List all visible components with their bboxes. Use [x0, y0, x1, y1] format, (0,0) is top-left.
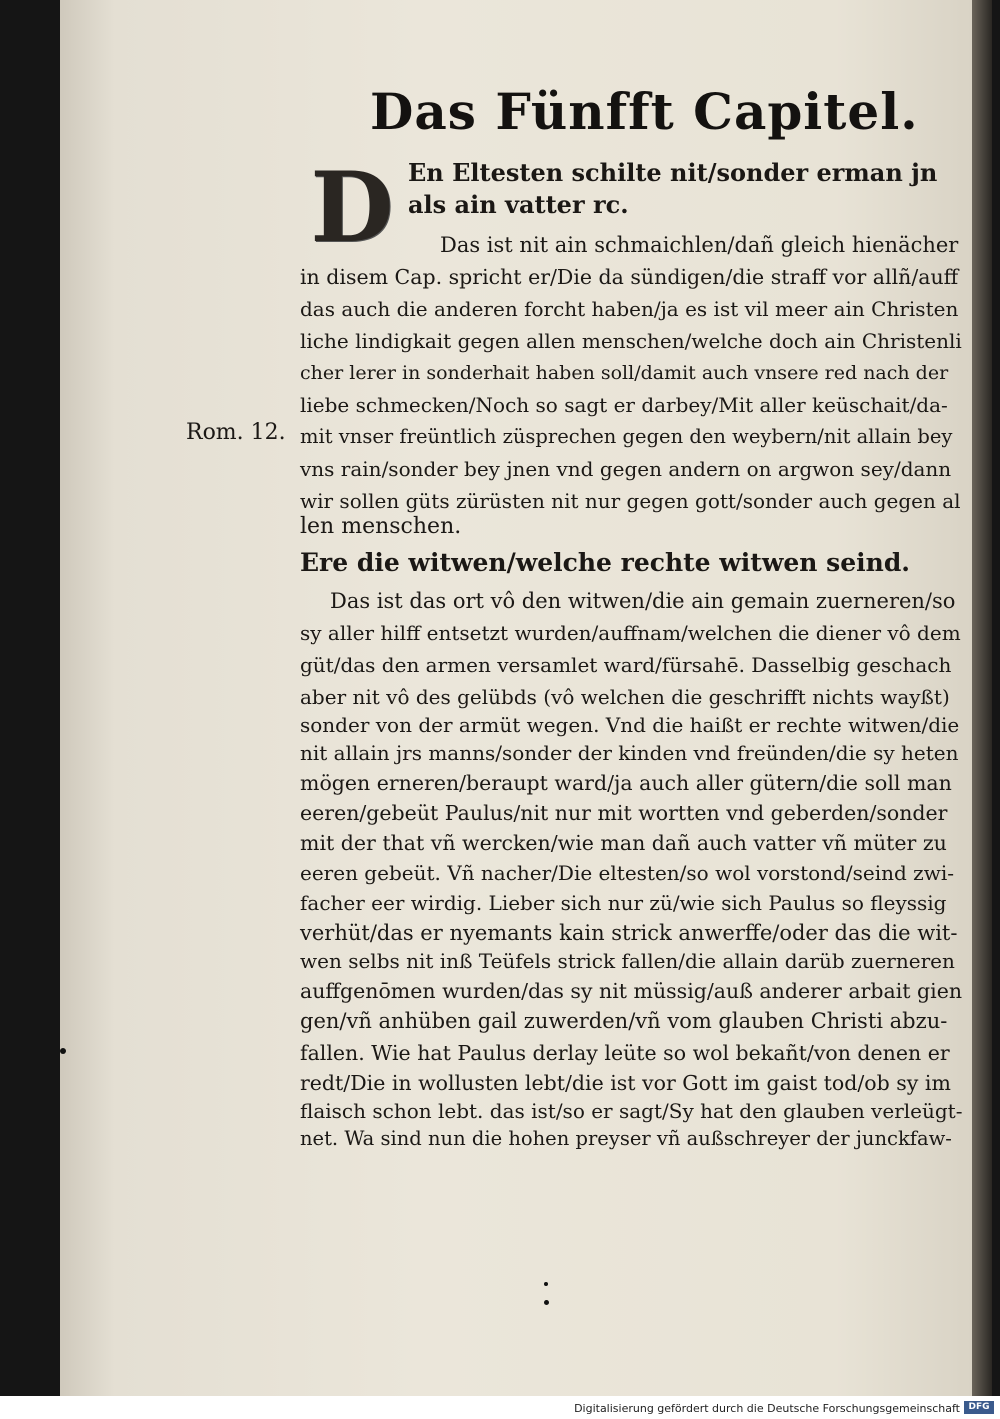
footer-credit: Digitalisierung gefördert durch die Deutsche Forschungsgemeinschaft: [574, 1402, 960, 1415]
binding-mark: [544, 1300, 549, 1305]
margin-mark: [60, 1048, 66, 1054]
text-line: facher eer wirdig. Lieber sich nur zü/wie sich Paulus so fleyssig: [300, 891, 947, 915]
text-line: liebe schmecken/Noch so sagt er darbey/Mit aller keüschait/da-: [300, 393, 948, 417]
text-line: eeren gebeüt. Vñ nacher/Die eltesten/so wol vorstond/seind zwi-: [300, 861, 954, 885]
text-line: En Eltesten schilte nit/sonder erman jn: [408, 158, 938, 187]
text-line: eeren/gebeüt Paulus/nit nur mit wortten vnd geberden/sonder: [300, 801, 948, 825]
text-line: redt/Die in wollusten lebt/die ist vor Gott im gaist tod/ob sy im: [300, 1071, 951, 1095]
text-line: vns rain/sonder bey jnen vnd gegen andern on argwon sey/dann: [300, 457, 952, 481]
text-line: mit der that vñ wercken/wie man dañ auch vatter vñ müter zu: [300, 831, 947, 855]
text-line: auffgenōmen wurden/das sy nit müssig/auß anderer arbait gien: [300, 979, 963, 1003]
text-line: als ain vatter rc.: [408, 190, 629, 219]
text-line: das auch die anderen forcht haben/ja es ist vil meer ain Christen: [300, 297, 959, 321]
text-line: wen selbs nit inß Teüfels strick fallen/die allain darüb zuerneren: [300, 949, 955, 973]
text-line: aber nit vô des gelübds (vô welchen die geschrifft nichts wayßt): [300, 685, 950, 709]
text-line: fallen. Wie hat Paulus derlay leüte so wol bekañt/von denen er: [300, 1041, 950, 1065]
text-line: güt/das den armen versamlet ward/fürsahē. Dasselbig geschach: [300, 653, 952, 677]
chapter-title: Das Fünfft Capitel.: [370, 82, 919, 141]
text-line: cher lerer in sonderhait haben soll/damit auch vnsere red nach der: [300, 362, 949, 384]
binding-mark: [544, 1282, 548, 1286]
text-line: mit vnser freüntlich züsprechen gegen den weybern/nit allain bey: [300, 425, 953, 448]
page-edge: [972, 0, 992, 1396]
text-line: in disem Cap. spricht er/Die da sündigen/die straff vor allñ/auff: [300, 265, 959, 289]
text-line: liche lindigkait gegen allen menschen/welche doch ain Christenli: [300, 329, 962, 353]
text-line: sy aller hilff entsetzt wurden/auffnam/welchen die diener vô dem: [300, 621, 961, 645]
text-line: net. Wa sind nun die hohen preyser vñ außschreyer der junckfaw-: [300, 1127, 952, 1150]
text-line: nit allain jrs manns/sonder der kinden vnd freünden/die sy heten: [300, 741, 959, 765]
margin-reference: Rom. 12.: [186, 420, 286, 445]
text-line: Das ist nit ain schmaichlen/dañ gleich hienächer: [440, 233, 959, 257]
text-line: verhüt/das er nyemants kain strick anwerffe/oder das die wit-: [300, 921, 958, 945]
text-line: flaisch schon lebt. das ist/so er sagt/Sy hat den glauben verleügt-: [300, 1099, 963, 1123]
text-line: Das ist das ort vô den witwen/die ain gemain zuerneren/so: [330, 589, 956, 613]
text-line: gen/vñ anhüben gail zuwerden/vñ vom glauben Christi abzu-: [300, 1009, 948, 1033]
dfg-logo: DFG: [964, 1401, 994, 1414]
text-line: len menschen.: [300, 514, 462, 539]
text-line: wir sollen güts zürüsten nit nur gegen gott/sonder auch gegen al: [300, 489, 961, 513]
section-heading: Ere die witwen/welche rechte witwen seind.: [300, 548, 910, 577]
decorated-initial: D: [310, 151, 394, 264]
text-line: sonder von der armüt wegen. Vnd die haißt er rechte witwen/die: [300, 713, 960, 737]
text-line: mögen erneren/beraupt ward/ja auch aller gütern/die soll man: [300, 771, 952, 795]
